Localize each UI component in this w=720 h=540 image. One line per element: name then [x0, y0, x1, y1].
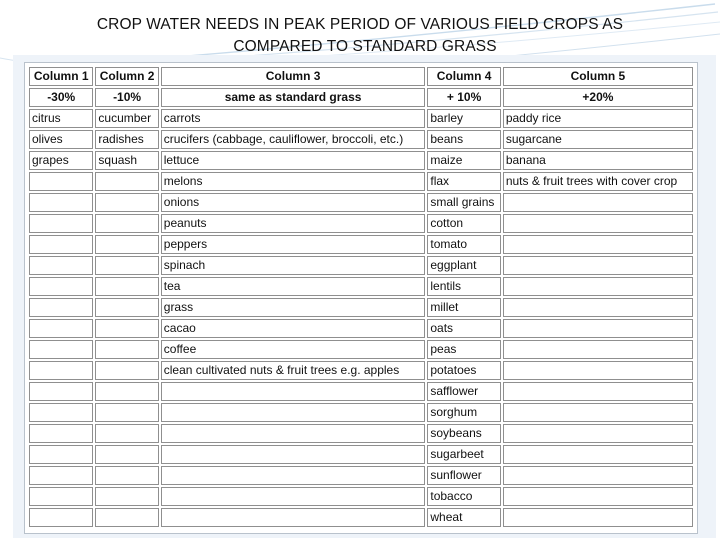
table-cell: radishes: [95, 130, 158, 149]
percentage-cell: -10%: [95, 88, 158, 107]
table-cell: citrus: [29, 109, 93, 128]
table-cell: [503, 277, 693, 296]
table-row: [29, 319, 693, 338]
table-cell: [503, 508, 693, 527]
table-row: [29, 487, 693, 506]
table-row: [29, 340, 693, 359]
table-cell: [503, 214, 693, 233]
table-cell: [503, 256, 693, 275]
table-cell: tobacco: [427, 487, 500, 506]
table-cell: [29, 382, 93, 401]
table-cell: eggplant: [427, 256, 500, 275]
table-row: [29, 424, 693, 443]
table-cell: nuts & fruit trees with cover crop: [503, 172, 693, 191]
table-cell: onions: [161, 193, 426, 212]
table-cell: coffee: [161, 340, 426, 359]
percentage-cell: + 10%: [427, 88, 500, 107]
table-cell: [95, 487, 158, 506]
column-header: Column 4: [427, 67, 500, 86]
table-cell: cotton: [427, 214, 500, 233]
table-cell: [503, 298, 693, 317]
table-cell: millet: [427, 298, 500, 317]
table-cell: flax: [427, 172, 500, 191]
table-cell: clean cultivated nuts & fruit trees e.g. apples: [161, 361, 426, 380]
table-cell: [95, 424, 158, 443]
table-cell: [503, 235, 693, 254]
crop-water-table: [27, 65, 695, 529]
table-cell: [95, 193, 158, 212]
table-cell: [29, 319, 93, 338]
table-cell: safflower: [427, 382, 500, 401]
table-cell: [503, 319, 693, 338]
table-cell: [29, 235, 93, 254]
table-cell: [161, 445, 426, 464]
table-cell: [503, 340, 693, 359]
column-header: Column 1: [29, 67, 93, 86]
table-cell: lettuce: [161, 151, 426, 170]
table-cell: [503, 193, 693, 212]
table-row: [29, 361, 693, 380]
table-row: [29, 466, 693, 485]
table-cell: [503, 361, 693, 380]
table-cell: [95, 445, 158, 464]
table-row: [29, 382, 693, 401]
table-cell: [503, 424, 693, 443]
table-cell: sorghum: [427, 403, 500, 422]
table-cell: [161, 466, 426, 485]
table-cell: oats: [427, 319, 500, 338]
table-cell: [95, 319, 158, 338]
table-cell: [503, 382, 693, 401]
table-cell: grapes: [29, 151, 93, 170]
table-cell: [95, 466, 158, 485]
table-cell: [29, 172, 93, 191]
table-cell: [95, 382, 158, 401]
table-row: [29, 235, 693, 254]
table-cell: [95, 298, 158, 317]
table-row: [29, 508, 693, 527]
table-cell: peppers: [161, 235, 426, 254]
percentage-cell: +20%: [503, 88, 693, 107]
table-row: [29, 193, 693, 212]
table-cell: beans: [427, 130, 500, 149]
table-row: [29, 403, 693, 422]
table-cell: [29, 214, 93, 233]
table-cell: [29, 466, 93, 485]
table-cell: carrots: [161, 109, 426, 128]
percentage-cell: -30%: [29, 88, 93, 107]
table-cell: [95, 508, 158, 527]
table-cell: barley: [427, 109, 500, 128]
table-cell: [503, 445, 693, 464]
table-cell: wheat: [427, 508, 500, 527]
table-cell: [29, 403, 93, 422]
table-cell: [29, 256, 93, 275]
table-cell: [503, 487, 693, 506]
table-cell: [29, 277, 93, 296]
percentage-row: [29, 88, 693, 107]
table-row: [29, 151, 693, 170]
table-cell: [29, 340, 93, 359]
table-row: [29, 109, 693, 128]
table-row: [29, 298, 693, 317]
table-cell: [29, 298, 93, 317]
table-cell: [95, 361, 158, 380]
table-row: [29, 130, 693, 149]
table-cell: paddy rice: [503, 109, 693, 128]
table-cell: [95, 403, 158, 422]
table-cell: [161, 424, 426, 443]
table-cell: [95, 340, 158, 359]
table-cell: sugarcane: [503, 130, 693, 149]
table-cell: [29, 445, 93, 464]
table-cell: [95, 172, 158, 191]
table-body: [29, 67, 693, 527]
table-cell: squash: [95, 151, 158, 170]
table-cell: peas: [427, 340, 500, 359]
table-cell: spinach: [161, 256, 426, 275]
column-header: Column 5: [503, 67, 693, 86]
table-cell: maize: [427, 151, 500, 170]
table-cell: cacao: [161, 319, 426, 338]
table-cell: [29, 361, 93, 380]
table-cell: small grains: [427, 193, 500, 212]
table-row: [29, 445, 693, 464]
table-cell: [161, 508, 426, 527]
table-cell: peanuts: [161, 214, 426, 233]
table-cell: tomato: [427, 235, 500, 254]
column-header: Column 2: [95, 67, 158, 86]
table-row: [29, 172, 693, 191]
table-cell: [161, 403, 426, 422]
table-cell: potatoes: [427, 361, 500, 380]
table-cell: [503, 466, 693, 485]
table-cell: [161, 487, 426, 506]
table-cell: [95, 214, 158, 233]
table-cell: sugarbeet: [427, 445, 500, 464]
table-cell: olives: [29, 130, 93, 149]
page-title: [0, 14, 720, 58]
table-header-row: [29, 67, 693, 86]
table-cell: crucifers (cabbage, cauliflower, broccoli, etc.): [161, 130, 426, 149]
table-cell: [95, 277, 158, 296]
table-row: [29, 214, 693, 233]
table-cell: lentils: [427, 277, 500, 296]
table-cell: tea: [161, 277, 426, 296]
title-line-1: CROP WATER NEEDS IN PEAK PERIOD OF VARIOUS FIELD CROPS AS: [96, 16, 624, 33]
percentage-cell: same as standard grass: [161, 88, 426, 107]
table-cell: [161, 382, 426, 401]
table-cell: [29, 424, 93, 443]
table-row: [29, 277, 693, 296]
title-line-2: COMPARED TO STANDARD GRASS: [233, 38, 497, 55]
table-cell: sunflower: [427, 466, 500, 485]
table-cell: grass: [161, 298, 426, 317]
table-cell: [29, 193, 93, 212]
table-cell: [95, 256, 158, 275]
table-cell: melons: [161, 172, 426, 191]
table-cell: [29, 487, 93, 506]
table-cell: soybeans: [427, 424, 500, 443]
table-cell: banana: [503, 151, 693, 170]
column-header: Column 3: [161, 67, 426, 86]
table-cell: [95, 235, 158, 254]
table-cell: cucumber: [95, 109, 158, 128]
table-cell: [29, 508, 93, 527]
table-row: [29, 256, 693, 275]
table-cell: [503, 403, 693, 422]
